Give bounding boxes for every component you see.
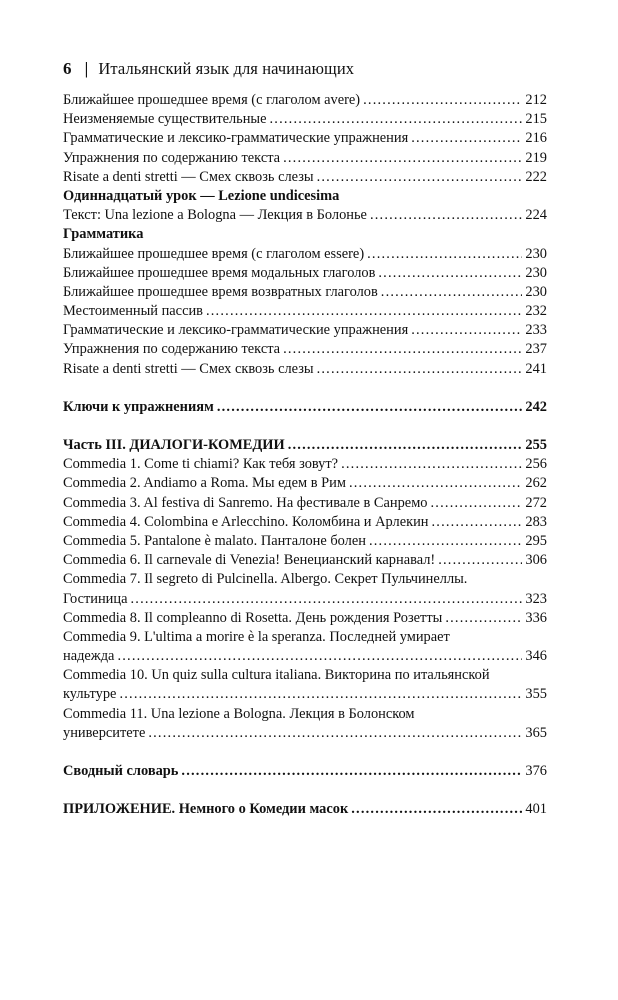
- toc-entry: Упражнения по содержанию текста . . . 219: [63, 149, 547, 168]
- toc-entry: Местоименный пассив . . . 232: [63, 302, 547, 321]
- lesson-heading: Одиннадцатый урок — Lezione undicesima: [63, 187, 340, 204]
- toc-entry: Ближайшее прошедшее время возвратных глаголов . . . 230: [63, 283, 547, 302]
- toc-entry: Неизменяемые существительные . . . 215: [63, 110, 547, 129]
- toc-entry: Commedia 8. Il compleanno di Rosetta. День рождения Розетты . . . 336: [63, 609, 547, 628]
- book-title: Итальянский язык для начинающих: [98, 59, 355, 78]
- toc-entry: Ближайшее прошедшее время (с глаголом avere) . . . 212: [63, 91, 547, 110]
- toc-entry: Risate a denti stretti — Смех сквозь слезы . . . 222: [63, 168, 547, 187]
- toc-entry: Ближайшее прошедшее время модальных глаголов . . . 230: [63, 264, 547, 283]
- running-head: [63, 59, 354, 79]
- toc-entry: Commedia 6. Il carnevale di Venezia! Венецианский карнавал! . . . 306: [63, 551, 547, 570]
- toc-entry: Commedia 3. Al festiva di Sanremo. На фестивале в Санремо . . . 272: [63, 494, 547, 513]
- toc-entry: Commedia 1. Come ti chiami? Как тебя зовут? . . . 256: [63, 455, 547, 474]
- toc-entry-glossary: Сводный словарь . . . 376: [63, 762, 547, 781]
- toc-entry: Гостиница . . . 323: [63, 590, 547, 609]
- toc-entry: надежда . . . 346: [63, 647, 547, 666]
- toc-entry: Грамматические и лексико-грамматические упражнения . . . 233: [63, 321, 547, 340]
- toc-entry: Грамматические и лексико-грамматические упражнения . . . 216: [63, 129, 547, 148]
- toc-entry: Текст: Una lezione a Bologna — Лекция в Болонье . . . 224: [63, 206, 547, 225]
- toc-entry-part: Часть III. ДИАЛОГИ-КОМЕДИИ . . . 255: [63, 436, 547, 455]
- toc-entry-line: Commedia 11. Una lezione a Bologna. Лекция в Болонском: [63, 705, 415, 722]
- toc-entry: культуре . . . 355: [63, 685, 547, 704]
- toc-entry: Ближайшее прошедшее время (с глаголом essere) . . . 230: [63, 245, 547, 264]
- header-separator: |: [84, 59, 89, 78]
- toc-entry: Commedia 4. Colombina e Arlecchino. Коломбина и Арлекин . . . 283: [63, 513, 547, 532]
- toc-entry: Commedia 5. Pantalone è malato. Панталоне болен . . . 295: [63, 532, 547, 551]
- page-number: 6: [63, 59, 72, 78]
- toc-entry: Risate a denti stretti — Смех сквозь слезы . . . 241: [63, 360, 547, 379]
- toc-entry-keys: Ключи к упражнениям . . . 242: [63, 398, 547, 417]
- table-of-contents: [63, 91, 547, 819]
- toc-entry-line: Commedia 7. Il segreto di Pulcinella. Albergo. Секрет Пульчинеллы.: [63, 571, 468, 588]
- toc-entry-line: Commedia 9. L'ultima a morire è la speranza. Последней умирает: [63, 628, 450, 645]
- section-heading: Грамматика: [63, 226, 144, 243]
- toc-entry-line: Commedia 10. Un quiz sulla cultura italiana. Викторина по итальянской: [63, 667, 490, 684]
- toc-entry: университете . . . 365: [63, 724, 547, 743]
- toc-entry: Commedia 2. Andiamo a Roma. Мы едем в Рим . . . 262: [63, 474, 547, 493]
- toc-entry-appendix: ПРИЛОЖЕНИЕ. Немного о Комедии масок . . . 401: [63, 800, 547, 819]
- toc-entry: Упражнения по содержанию текста . . . 237: [63, 340, 547, 359]
